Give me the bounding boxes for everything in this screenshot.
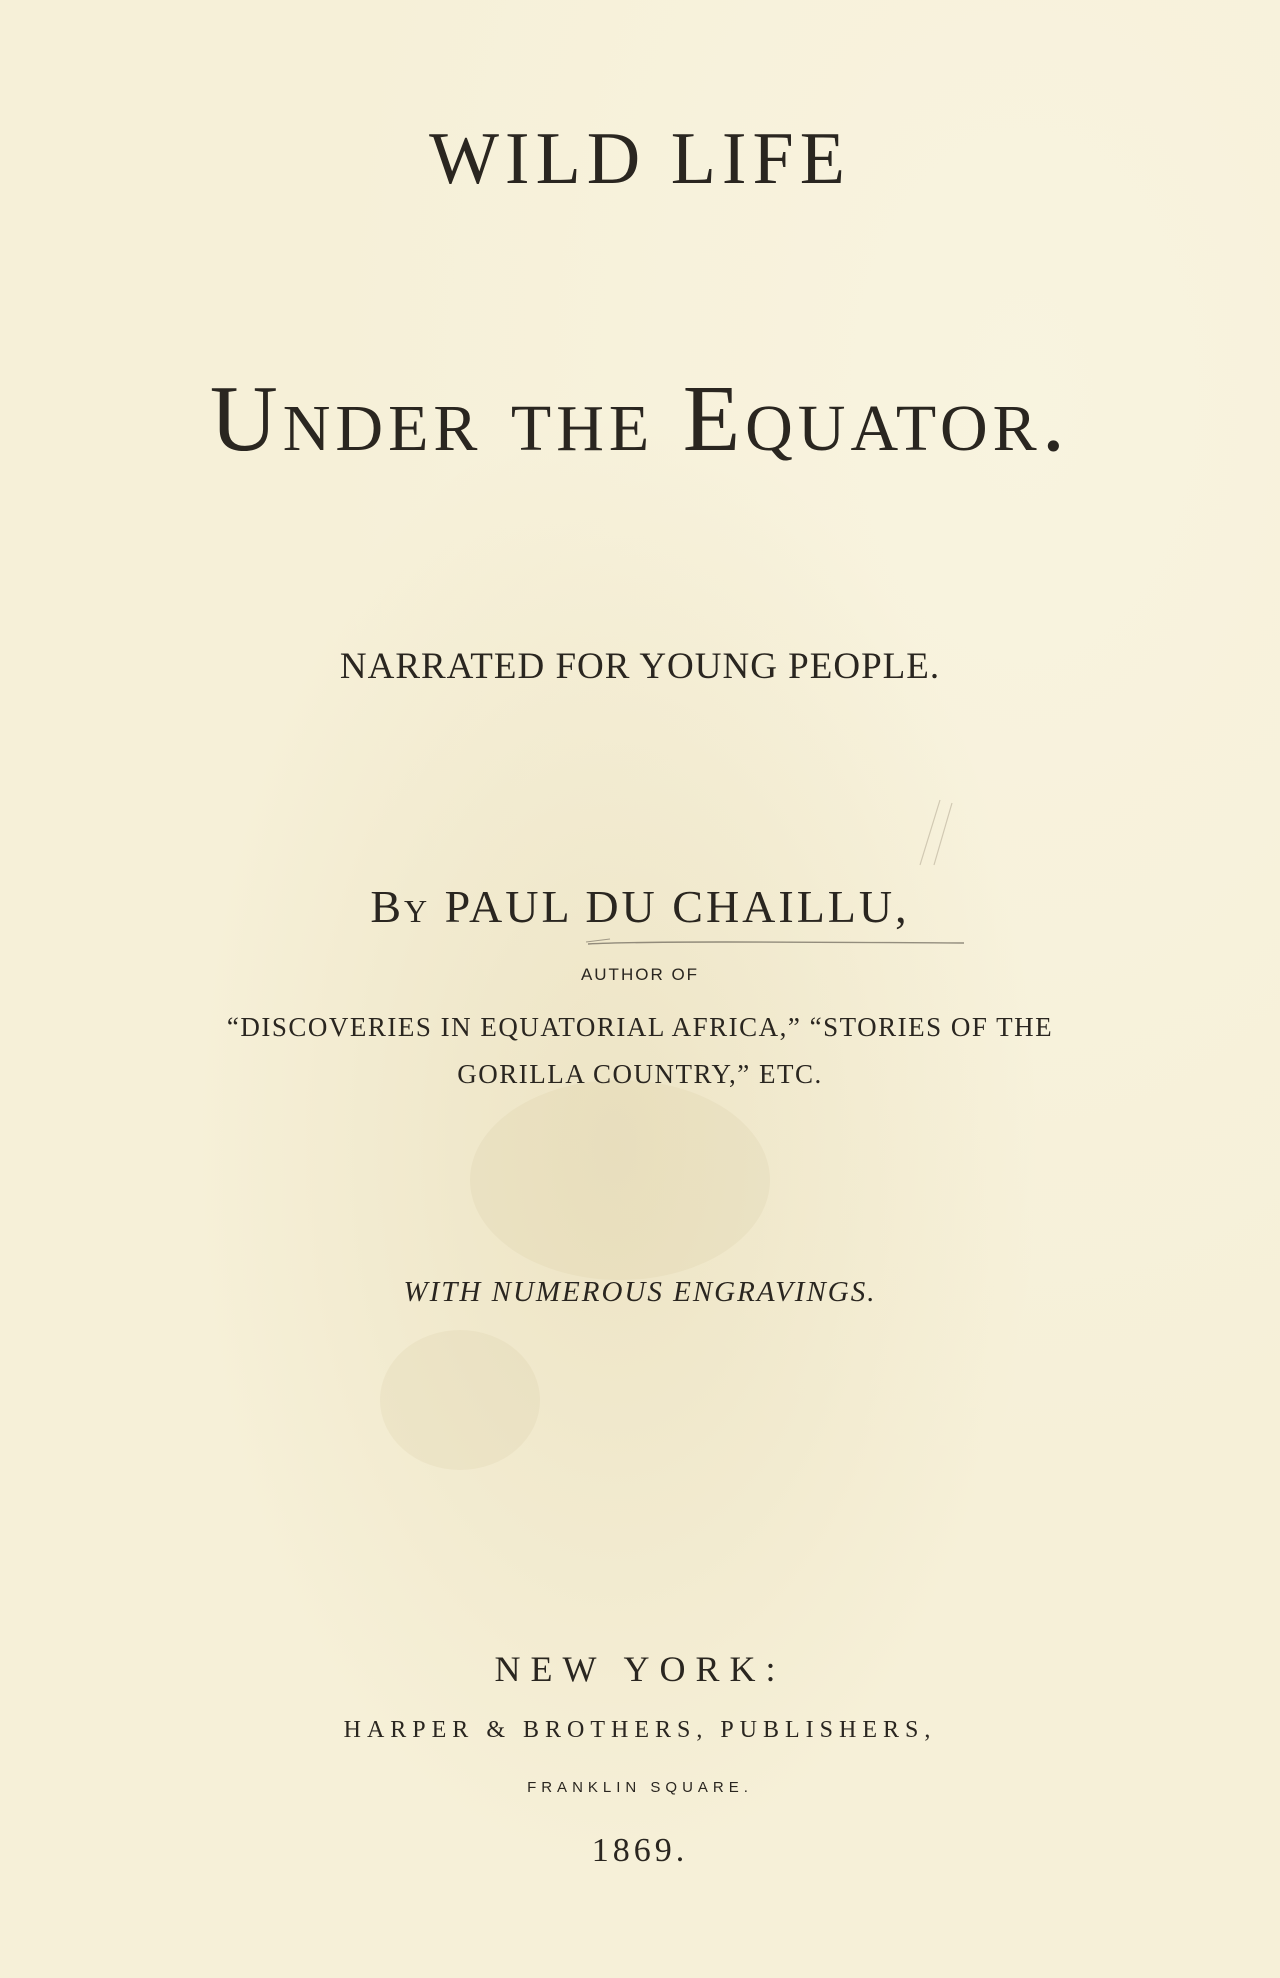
other-works-line-2: GORILLA COUNTRY,” ETC. — [457, 1059, 823, 1089]
title-word-under-initial: U — [209, 367, 283, 471]
imprint-year: 1869. — [591, 1832, 689, 1869]
byline — [0, 881, 1280, 932]
author-name: PAUL DU CHAILLU, — [444, 881, 910, 932]
paper-stain — [380, 1330, 540, 1470]
illustrations-note: WITH NUMEROUS ENGRAVINGS. — [403, 1276, 877, 1308]
byline-by: By — [370, 881, 431, 932]
title-word-the: the — [510, 367, 655, 471]
other-works-line-1: “DISCOVERIES IN EQUATORIAL AFRICA,” “STORIES OF THE — [226, 1012, 1054, 1042]
paper-stain — [470, 1080, 770, 1280]
pencil-underline-mark — [586, 936, 966, 948]
title-line-2 — [0, 367, 1280, 471]
imprint-city: NEW YORK: — [494, 1649, 786, 1689]
imprint-publisher: HARPER & BROTHERS, PUBLISHERS, — [343, 1717, 937, 1743]
title-word-equator-rest: quator. — [745, 367, 1071, 471]
subtitle: NARRATED FOR YOUNG PEOPLE. — [339, 646, 941, 687]
imprint-address: FRANKLIN SQUARE. — [527, 1779, 753, 1796]
title-word-under-rest: nder — [282, 367, 483, 471]
title-line-1: WILD LIFE — [429, 118, 851, 200]
title-word-equator-initial: E — [682, 367, 746, 471]
author-of-label: AUTHOR OF — [580, 965, 700, 984]
pencil-annotation-mark — [900, 795, 980, 875]
